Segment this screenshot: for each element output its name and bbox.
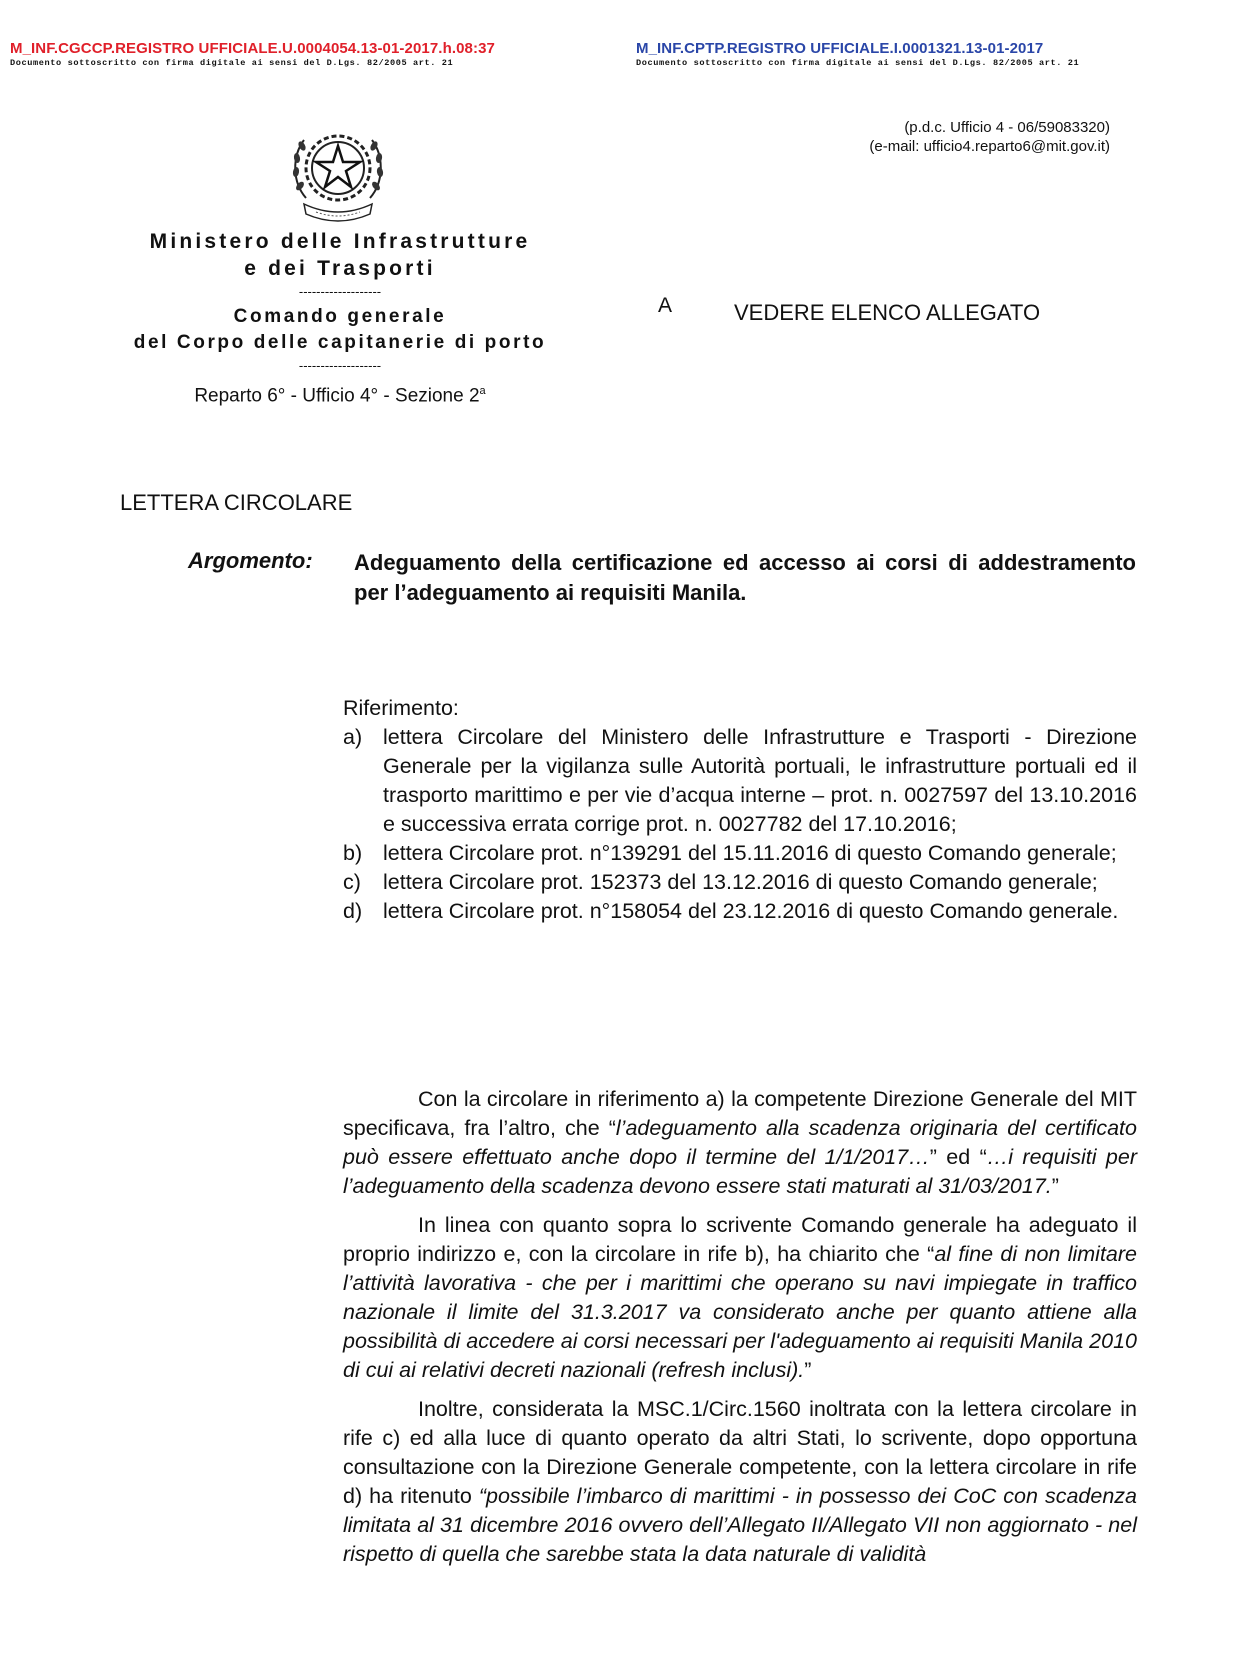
- protocol-stamp-outgoing: [10, 40, 495, 68]
- reference-item: [343, 723, 1137, 839]
- contact-email: (e-mail: ufficio4.reparto6@mit.gov.it): [869, 138, 1110, 155]
- contact-phone: (p.d.c. Ufficio 4 - 06/59083320): [904, 119, 1110, 136]
- separator: -------------------: [298, 358, 382, 373]
- registry-number: M_INF.CPTP.REGISTRO UFFICIALE.I.0001321.13-01-2017: [636, 40, 1044, 57]
- reference-text: lettera Circolare del Ministero delle Infrastrutture e Trasporti - Direzione Generale per la vigilanza sulle Autorità portuali, le infrastrutture portuali ed il trasporto marittimo e per vie d’acqua interne – prot. n. 0027597 del 13.10.2016 e successiva errata corrige prot. n. 0027782 del 17.10.2016;: [383, 725, 1137, 836]
- department-superscript: a: [479, 385, 486, 397]
- contact-info: [760, 118, 1110, 156]
- reference-text: lettera Circolare prot. 152373 del 13.12.2016 di questo Comando generale;: [383, 870, 1098, 894]
- body-paragraph-2: [343, 1211, 1137, 1385]
- issuer-header: [90, 228, 590, 409]
- paragraph-text: ”: [1051, 1174, 1059, 1198]
- references-heading: Riferimento:: [343, 696, 459, 720]
- document-title: LETTERA CIRCOLARE: [120, 490, 353, 515]
- paragraph-text: ” ed “: [929, 1145, 987, 1169]
- reference-label: c): [343, 870, 361, 894]
- digital-signature-note: Documento sottoscritto con firma digitale ai sensi del D.Lgs. 82/2005 art. 21: [10, 58, 454, 68]
- recipient-text: VEDERE ELENCO ALLEGATO: [734, 300, 1041, 325]
- registry-number: M_INF.CGCCP.REGISTRO UFFICIALE.U.0004054.13-01-2017.h.08:37: [10, 40, 495, 57]
- digital-signature-note: Documento sottoscritto con firma digitale ai sensi del D.Lgs. 82/2005 art. 21: [636, 58, 1080, 68]
- department-text: Reparto 6° - Ufficio 4° - Sezione 2: [194, 385, 480, 407]
- department-line: [90, 378, 590, 409]
- subject-label: Argomento:: [188, 548, 313, 573]
- ministry-name-line1: Ministero delle Infrastrutture: [149, 230, 531, 253]
- body-paragraph-3: [343, 1395, 1137, 1569]
- ministry-name-line2: e dei Trasporti: [244, 257, 436, 280]
- reference-text: lettera Circolare prot. n°158054 del 23.12.2016 di questo Comando generale.: [383, 899, 1119, 923]
- reference-item: [343, 839, 1137, 868]
- quoted-text: …i requisiti per l’adeguamento della scadenza devono essere stati maturati al 31/03/2017.: [343, 1145, 1137, 1198]
- separator: -------------------: [298, 284, 382, 299]
- comando-name-line2: del Corpo delle capitanerie di porto: [133, 332, 547, 353]
- reference-label: d): [343, 899, 363, 923]
- paragraph-text: In linea con quanto sopra lo scrivente Comando generale ha adeguato il proprio indirizzo e, con la circolare in rife b), ha chiarito che “: [343, 1213, 1137, 1266]
- protocol-stamp-incoming: [636, 40, 1079, 68]
- paragraph-text: Inoltre, considerata la MSC.1/Circ.1560 inoltrata con la lettera circolare in rife c) ed alla luce di quanto operato da altri Stati, lo scrivente, dopo opportuna consultazione con la Direzione Generale competente, con la lettera circolare in rife d) ha ritenuto: [343, 1397, 1137, 1508]
- reference-item: [343, 897, 1137, 926]
- subject-text: Adeguamento della certificazione ed accesso ai corsi di addestramento per l’adeguamento ai requisiti Manila.: [354, 550, 1136, 605]
- italian-republic-emblem-icon: [286, 120, 390, 228]
- recipient-prefix: A: [658, 294, 673, 317]
- reference-text: lettera Circolare prot. n°139291 del 15.11.2016 di questo Comando generale;: [383, 841, 1117, 865]
- reference-label: a): [343, 725, 363, 749]
- paragraph-text: ”: [804, 1358, 812, 1382]
- quoted-text: al fine di non limitare l’attività lavorativa - che per i marittimi che operano su navi impiegate in traffico nazionale il limite del 31.3.2017 va considerato anche per quanto attiene alla possibilità di accedere ai corsi necessari per l'adeguamento ai requisiti Manila 2010 di cui ai relativi decreti nazionali (refresh inclusi).: [343, 1242, 1138, 1382]
- quoted-text: l’adeguamento alla scadenza originaria del certificato può essere effettuato anche dopo il termine del 1/1/2017…: [343, 1116, 1137, 1169]
- paragraph-text: Con la circolare in riferimento a) la competente Direzione Generale del MIT specificava, fra l’altro, che “: [343, 1087, 1137, 1140]
- comando-name-line1: Comando generale: [233, 306, 447, 327]
- body-paragraph-1: [343, 1085, 1137, 1201]
- reference-label: b): [343, 841, 363, 865]
- letter-body: [343, 1085, 1137, 1579]
- quoted-text: “possibile l’imbarco di marittimi - in possesso dei CoC con scadenza limitata al 31 dicembre 2016 ovvero dell’Allegato II/Allegato VII non aggiornato - nel rispetto di quella che sarebbe stata la data naturale di validità: [343, 1484, 1137, 1566]
- reference-item: [343, 868, 1137, 897]
- references-section: [343, 694, 1137, 926]
